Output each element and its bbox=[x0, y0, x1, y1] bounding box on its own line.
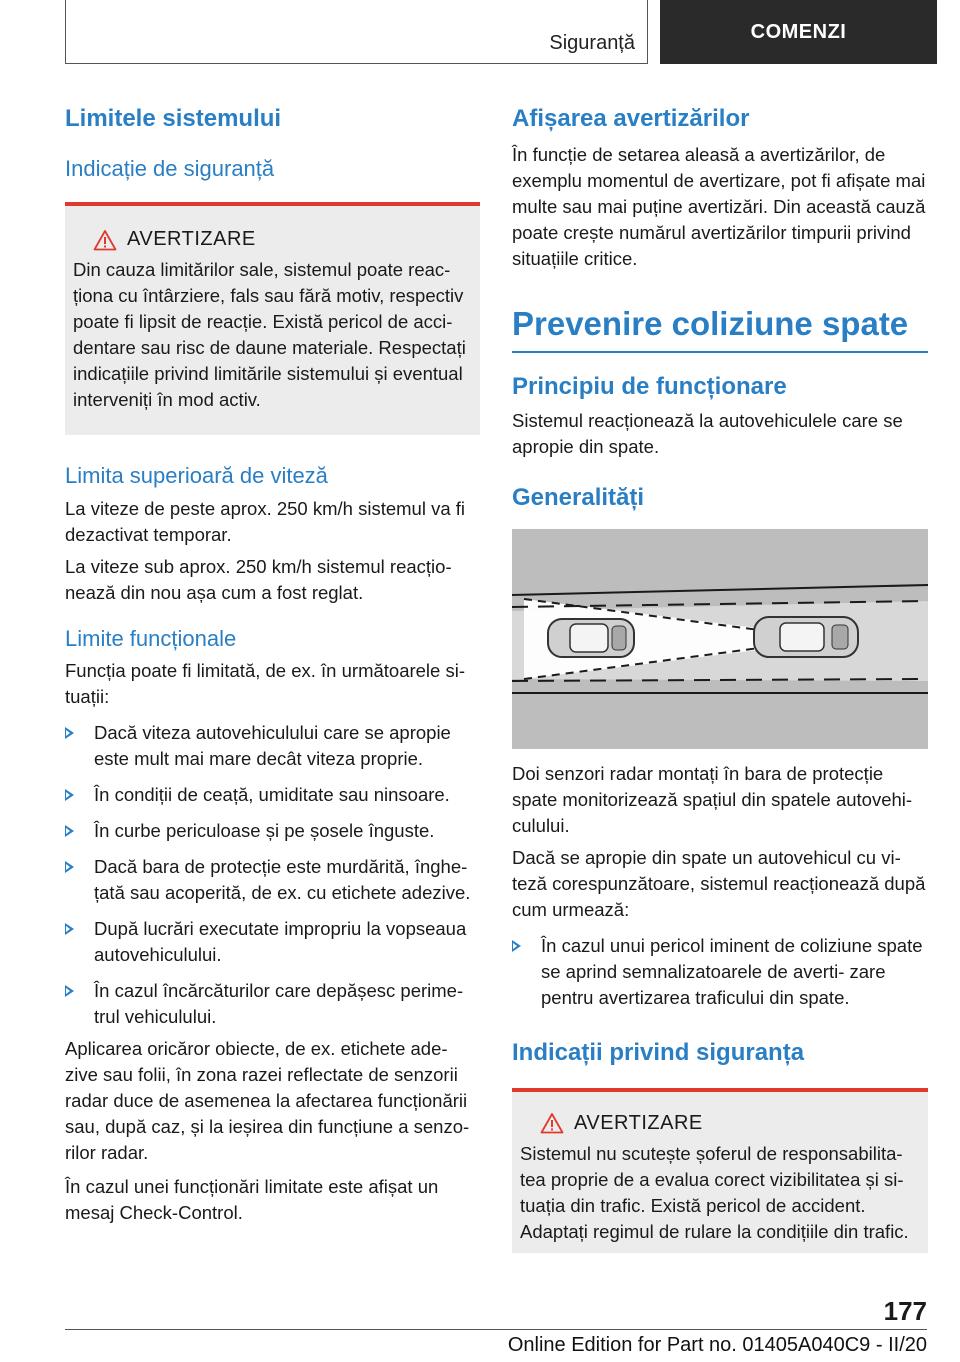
heading-safety-note: Indicație de siguranță bbox=[65, 155, 275, 181]
footer-edition: Online Edition for Part no. 01405A040C9 - II/20 bbox=[507, 1334, 927, 1356]
car-icon bbox=[548, 619, 634, 657]
paragraph: Dacă se apropie din spate un autovehicul cu vi‐ teză corespunzătoare, sistemul reacționează după cum urmează: bbox=[512, 846, 926, 920]
paragraph: În cazul unei funcționări limitate este afișat un mesaj Check-Control. bbox=[65, 1175, 439, 1223]
heading-speed-limit: Limita superioară de viteză bbox=[65, 463, 328, 489]
radar-diagram bbox=[512, 529, 928, 749]
triangle-bullet-icon bbox=[65, 789, 74, 801]
list-item: În cazul încărcăturilor care depășesc perime‐ trul vehiculului. bbox=[65, 978, 480, 1030]
triangle-bullet-icon bbox=[512, 940, 521, 952]
radar-illustration bbox=[512, 529, 928, 749]
heading-warning-display: Afișarea avertizărilor bbox=[512, 105, 750, 132]
triangle-bullet-icon bbox=[65, 923, 74, 935]
list-item: În curbe periculoase și pe șosele înguste. bbox=[65, 818, 480, 844]
paragraph: Doi senzori radar montați în bara de protecție spate monitorizează spațiul din spatele autovehi‐ culului. bbox=[512, 762, 913, 836]
paragraph: La viteze sub aprox. 250 km/h sistemul reacțio‐ nează din nou așa cum a fost reglat. bbox=[65, 555, 452, 603]
warning-label: AVERTIZARE bbox=[574, 1111, 703, 1134]
heading-rule bbox=[512, 351, 928, 353]
car-icon bbox=[754, 617, 858, 657]
warning-triangle-icon bbox=[540, 1112, 564, 1134]
triangle-bullet-icon bbox=[65, 825, 74, 837]
paragraph: Sistemul reacționează la autovehiculele care se apropie din spate. bbox=[512, 410, 903, 458]
warning-title bbox=[93, 228, 472, 251]
paragraph: La viteze de peste aprox. 250 km/h sistemul va fi dezactivat temporar. bbox=[65, 497, 466, 545]
heading-system-limits: Limitele sistemului bbox=[65, 105, 282, 132]
bullet-list bbox=[65, 720, 480, 1030]
warning-box bbox=[512, 1088, 928, 1253]
heading-safety-instructions: Indicații privind siguranța bbox=[512, 1038, 805, 1066]
list-item: Dacă viteza autovehiculului care se apropie este mult mai mare decât viteza proprie. bbox=[65, 720, 480, 772]
heading-general: Generalități bbox=[512, 484, 645, 512]
triangle-bullet-icon bbox=[65, 727, 74, 739]
list-item: După lucrări executate impropriu la vopseaua autovehiculului. bbox=[65, 916, 480, 968]
header-section-title: Siguranță bbox=[549, 32, 635, 54]
bullet-list bbox=[512, 933, 928, 1011]
paragraph: Aplicarea oricăror obiecte, de ex. etichete ade‐ zive sau folii, în zona razei reflectate de senzorii radar duce de asemenea la afectarea funcționării sau, după caz, și la ieșirea din funcțiune a senzo‐ rilor radar. bbox=[65, 1037, 470, 1163]
header-frame bbox=[65, 0, 648, 64]
warning-label: AVERTIZARE bbox=[127, 228, 256, 251]
paragraph: Funcția poate fi limitată, de ex. în următoarele si‐ tuații: bbox=[65, 659, 465, 707]
left-column bbox=[65, 100, 480, 1226]
warning-box bbox=[65, 202, 480, 435]
heading-rear-collision-prevention: Prevenire coliziune spate bbox=[512, 304, 909, 342]
warning-text: Din cauza limitărilor sale, sistemul poate reac‐ ționa cu întârziere, fals sau fără motiv, respectiv poate fi lipsit de reacție. Există pericol de acci‐ dentare sau risc de daune materiale. Respectați indicațiile privind limitările sistemului și eventual interveniți în mod activ. bbox=[73, 259, 466, 411]
warning-text: Sistemul nu scutește șoferul de responsabilita‐ tea proprie de a evalua corect vizibilitatea și si‐ tuația din trafic. Există pericol de accident. Adaptați regimul de rulare la condițiile din trafic. bbox=[520, 1142, 909, 1242]
header-chapter-tab: COMENZI bbox=[660, 0, 937, 64]
list-item: Dacă bara de protecție este murdărită, înghe‐ țată sau acoperită, de ex. cu etichete adezive. bbox=[65, 854, 480, 906]
warning-triangle-icon bbox=[93, 229, 117, 251]
list-item: În condiții de ceață, umiditate sau ninsoare. bbox=[65, 782, 480, 808]
list-item: În cazul unui pericol iminent de coliziune spate se aprind semnalizatoarele de averti‐ zare pentru avertizarea traficului din spate. bbox=[512, 933, 928, 1011]
triangle-bullet-icon bbox=[65, 985, 74, 997]
heading-principle: Principiu de funcționare bbox=[512, 373, 787, 401]
page-number: 177 bbox=[883, 1296, 927, 1326]
footer-rule bbox=[65, 1329, 927, 1330]
warning-title bbox=[540, 1112, 920, 1135]
triangle-bullet-icon bbox=[65, 861, 74, 873]
paragraph: În funcție de setarea aleasă a avertizărilor, de exemplu momentul de avertizare, pot fi afișate mai multe sau mai puține avertizări. Din această cauză poate crește numărul avertizărilor timpurii privind situațiile critice. bbox=[512, 143, 926, 269]
right-column bbox=[512, 100, 928, 1253]
heading-functional-limits: Limite funcționale bbox=[65, 625, 237, 651]
